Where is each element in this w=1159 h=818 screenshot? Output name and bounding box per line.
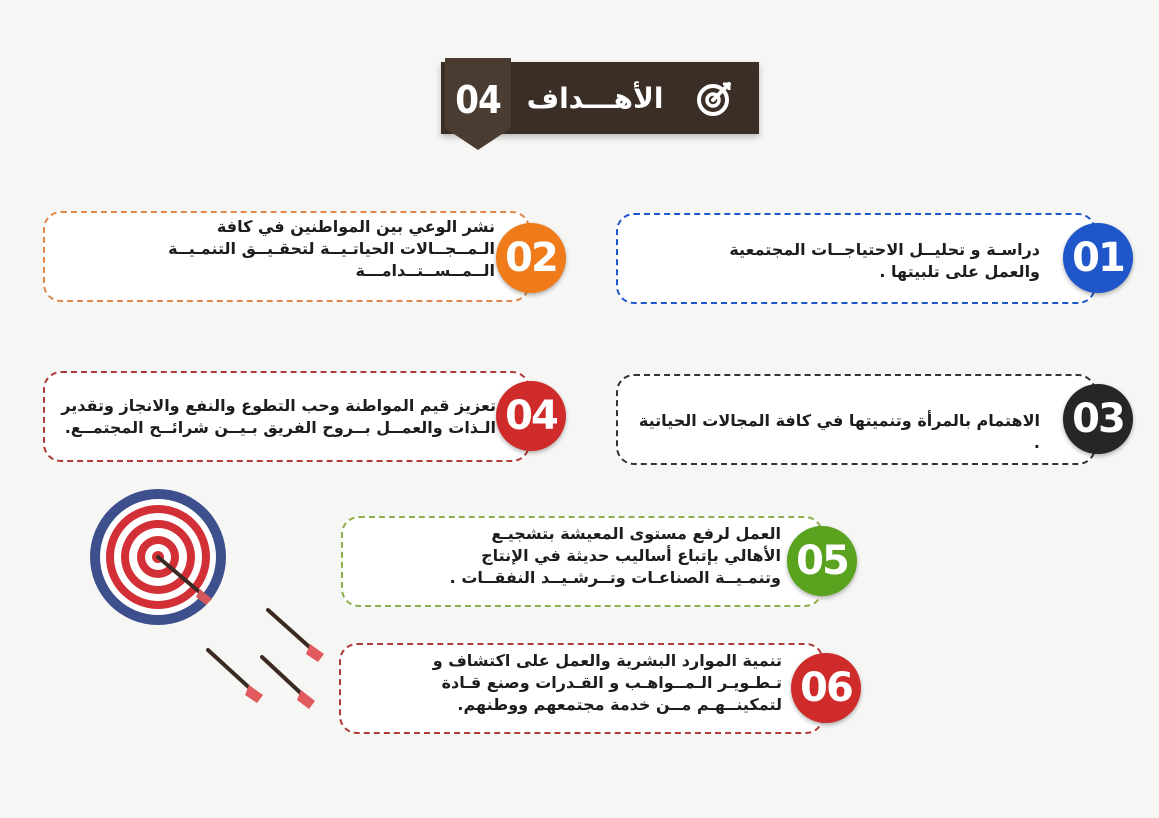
goal-text-06: تنمية الموارد البشرية والعمل على اكتشاف و تـطـويـر الـمــواهـب و القـدرات وصنع قـادة لتمكينــهـم مــن خدمة مجتمعهم ووطنهم. [432,651,782,714]
goal-text-04: تعزيز قيم المواطنة وحب التطوع والنفع والانجاز وتقدير الـذات والعمــل بــروح الفريق بـيــن شرائــح المجتمــع. [61,396,496,437]
goal-text-01: دراسـة و تحليــل الاحتياجــات المجتمعية والعمل على تلبيتها . [729,240,1040,281]
page-title: الأهـــداف [526,82,664,115]
goal-text-05: العمل لرفع مستوى المعيشة بتشجيـع الأهالي بإتباع أساليب حديثة في الإنتاج وتنمـيــة الصناعـات وتــرشـيــد النفقــات . [449,524,781,587]
target-icon [693,80,733,120]
goal-text-03: الاهتمام بالمرأة وتنميتها في كافة المجالات الحياتية . [638,411,1040,452]
goal-number-06: 06 [800,665,852,711]
goal-number-01: 01 [1072,235,1124,281]
goal-number-05: 05 [796,538,848,584]
goal-number-02: 02 [505,235,557,281]
goal-text-02: نشر الوعي بين المواطنين في كافة الـمــجــالات الحياتـيــة لتحقـيــق التنمـيــة الــمــســتــدامـــة [168,217,495,280]
goal-number-04: 04 [505,393,557,439]
arrows-illustration [150,540,340,720]
header-number: 04 [455,78,501,122]
goal-number-03: 03 [1072,396,1124,442]
